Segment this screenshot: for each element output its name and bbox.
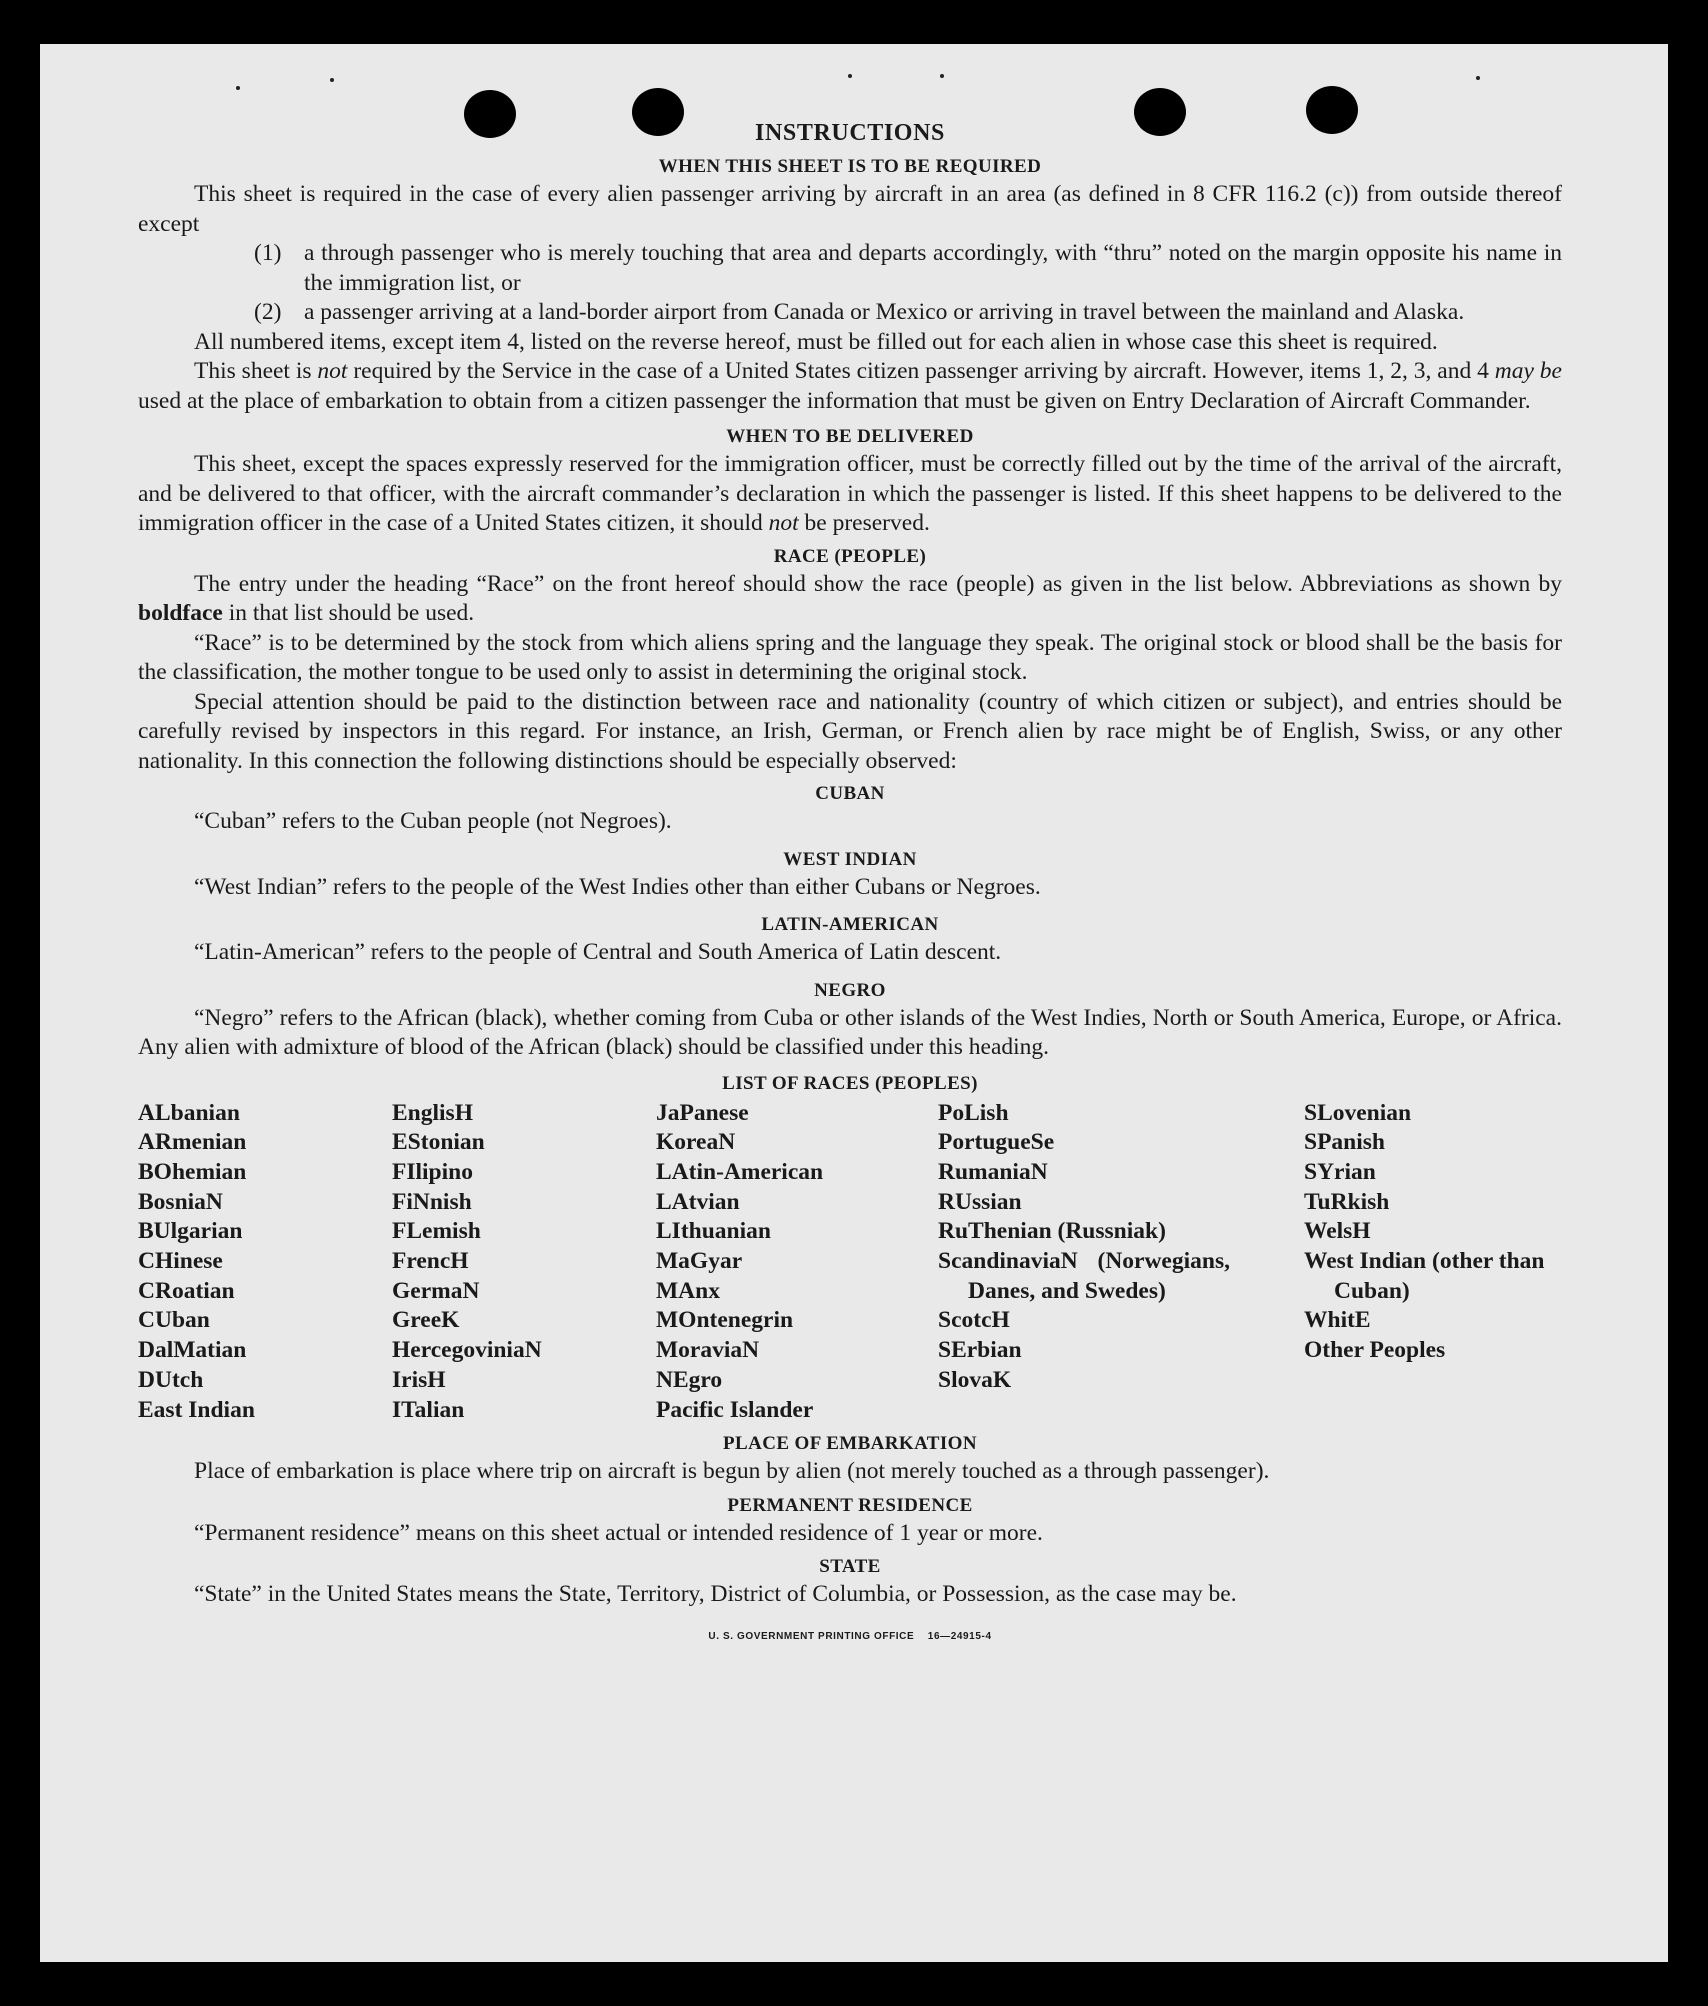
document-sheet [40, 44, 1668, 1962]
races-list [138, 1099, 1562, 1426]
race-entry: Pacific Islander [656, 1396, 814, 1423]
race-entry: SLovenian [1304, 1099, 1412, 1126]
race-entry: LAtin-American [656, 1158, 824, 1185]
race-entry: CUban [138, 1307, 210, 1334]
race-entry: JaPanese [656, 1099, 749, 1126]
printing-office-imprint: U. S. GOVERNMENT PRINTING OFFICE 16—24915-4 [708, 1630, 992, 1642]
race-paragraph-2: “Race” is to be determined by the stock from which aliens spring and the language they speak. The original stock or blood shall be the basis for the classification, the mother tongue to be used only to assist in determining the original stock. [138, 629, 1562, 685]
race-entry: RuThenian (Russniak) [938, 1218, 1166, 1245]
races-column-4 [938, 1099, 1230, 1426]
race-entry: BOhemian [138, 1158, 247, 1185]
race-paragraph-3: Special attention should be paid to the distinction between race and nationality (country of which citizen or subject), and entries should be carefully revised by inspectors in this regard. For instance, an Irish, German, or French alien by race might be of English, Swiss, or any other nationality. In this connection the following distinctions should be especially observed: [138, 688, 1562, 774]
delivery-paragraph: This sheet, except the spaces expressly reserved for the immigration officer, must be correctly filled out by the time of the arrival of the aircraft, and be delivered to that officer, with the aircraft commander’s declaration in which the passenger is listed. If this sheet happens to be delivered to the immigration officer in the case of a United States citizen, it should not be preserved. [138, 451, 1562, 536]
race-entry: TuRkish [1304, 1188, 1390, 1215]
intro-paragraph: This sheet is required in the case of every alien passenger arriving by aircraft in an area (as defined in 8 CFR 116.2 (c)) from outside thereof except [138, 181, 1562, 237]
race-entry: ScotcH [938, 1307, 1010, 1334]
heading-state: STATE [819, 1556, 881, 1578]
item-number: (1) [254, 240, 282, 266]
exception-item-1 [254, 239, 1562, 298]
race-entry: CRoatian [138, 1277, 235, 1304]
race-entry: DUtch [138, 1366, 204, 1393]
race-entry: WelsH [1304, 1218, 1371, 1245]
state-definition: “State” in the United States means the State, Territory, District of Columbia, or Possession, as the case may be. [194, 1581, 1237, 1608]
race-entry: PortugueSe [938, 1129, 1055, 1156]
race-entry: BUlgarian [138, 1218, 243, 1245]
race-entry: ALbanian [138, 1099, 240, 1126]
race-entry: CHinese [138, 1248, 223, 1275]
heading-negro: NEGRO [814, 979, 886, 1001]
residence-definition: “Permanent residence” means on this sheet actual or intended residence of 1 year or more. [194, 1519, 1043, 1546]
race-entry: MoraviaN [656, 1337, 760, 1364]
heading-cuban: CUBAN [815, 783, 885, 804]
negro-definition: “Negro” refers to the African (black), whether coming from Cuba or other islands of the West Indies, North or South America, Europe, or Africa. Any alien with admixture of blood of the African (black) should be classified under this heading. [138, 1004, 1562, 1060]
race-entry: SPanish [1304, 1129, 1385, 1156]
races-column-5 [1304, 1099, 1562, 1426]
speck [236, 86, 240, 90]
race-entry: EStonian [392, 1129, 485, 1156]
embarkation-definition: Place of embarkation is place where trip on aircraft is begun by alien (not merely touched as a through passenger). [194, 1458, 1270, 1485]
heading-latin-american: LATIN-AMERICAN [761, 914, 939, 935]
race-entry: LAtvian [656, 1188, 740, 1215]
race-entry: EnglisH [392, 1099, 473, 1126]
race-entry: FiNnish [392, 1188, 472, 1215]
exception-item-2 [254, 298, 1562, 328]
race-entry: West Indian (other than Cuban) [1304, 1248, 1545, 1304]
race-entry: GreeK [392, 1307, 460, 1334]
speck [330, 78, 334, 82]
race-entry: MAnx [656, 1277, 720, 1304]
race-entry: SYrian [1304, 1158, 1376, 1185]
race-entry: KoreaN [656, 1129, 736, 1156]
heading-when-delivered: WHEN TO BE DELIVERED [726, 426, 974, 447]
heading-embarkation: PLACE OF EMBARKATION [723, 1433, 977, 1455]
west-indian-definition: “West Indian” refers to the people of the West Indies other than either Cubans or Negroes. [194, 873, 1041, 900]
race-entry: SlovaK [938, 1366, 1012, 1393]
cuban-definition: “Cuban” refers to the Cuban people (not Negroes). [194, 808, 672, 834]
race-entry: RUssian [938, 1188, 1022, 1215]
race-entry: LIthuanian [656, 1218, 771, 1245]
race-entry: East Indian [138, 1396, 255, 1423]
races-column-1 [138, 1099, 392, 1426]
race-entry: Other Peoples [1304, 1337, 1446, 1364]
numbered-items-paragraph: All numbered items, except item 4, listed on the reverse hereof, must be filled out for each alien in whose case this sheet is required. [194, 328, 1438, 355]
race-entry: ScandinaviaN (Norwegians, Danes, and Swedes) [938, 1248, 1230, 1304]
item-text: a through passenger who is merely touching that area and departs accordingly, with “thru” noted on the margin opposite his name in the immigration list, or [304, 240, 1562, 296]
race-entry: FIlipino [392, 1158, 473, 1185]
instructions-content [138, 112, 1562, 1651]
race-entry: ITalian [392, 1396, 465, 1423]
race-entry: DalMatian [138, 1337, 247, 1364]
heading-west-indian: WEST INDIAN [783, 848, 917, 870]
race-entry: FrencH [392, 1248, 469, 1275]
heading-list-of-races: LIST OF RACES (PEOPLES) [722, 1072, 978, 1094]
race-paragraph-1: The entry under the heading “Race” on the front hereof should show the race (people) as given in the list below. Abbreviations as shown by boldface in that list should be used. [138, 570, 1562, 626]
race-entry: HercegoviniaN [392, 1337, 542, 1364]
race-entry: PoLish [938, 1099, 1009, 1126]
race-entry: GermaN [392, 1277, 480, 1304]
race-entry: ARmenian [138, 1129, 247, 1156]
heading-when-required: WHEN THIS SHEET IS TO BE REQUIRED [658, 156, 1042, 177]
race-entry: MOntenegrin [656, 1307, 794, 1334]
item-text: a passenger arriving at a land-border airport from Canada or Mexico or arriving in travel between the mainland and Alaska. [304, 299, 1465, 325]
latin-american-definition: “Latin-American” refers to the people of Central and South America of Latin descent. [194, 939, 1002, 965]
speck [1476, 76, 1480, 80]
race-entry: IrisH [392, 1366, 446, 1393]
page-title: INSTRUCTIONS [755, 120, 945, 146]
race-entry: NEgro [656, 1366, 723, 1393]
race-entry: FLemish [392, 1218, 481, 1245]
races-column-2 [392, 1099, 656, 1426]
race-entry: SErbian [938, 1337, 1022, 1364]
races-column-3 [656, 1099, 938, 1426]
race-entry: MaGyar [656, 1248, 743, 1275]
heading-permanent-residence: PERMANENT RESIDENCE [727, 1494, 973, 1516]
race-entry: BosniaN [138, 1188, 223, 1215]
heading-race: RACE (PEOPLE) [773, 545, 927, 567]
item-number: (2) [254, 299, 282, 325]
speck [848, 74, 852, 78]
speck [940, 74, 944, 78]
citizen-paragraph: This sheet is not required by the Service in the case of a United States citizen passenger arriving by aircraft. However, items 1, 2, 3, and 4 may be used at the place of embarkation to obtain from a citizen passenger the information that must be given on Entry Declaration of Aircraft Commander. [138, 358, 1562, 414]
race-entry: RumaniaN [938, 1158, 1048, 1185]
race-entry: WhitE [1304, 1307, 1371, 1334]
